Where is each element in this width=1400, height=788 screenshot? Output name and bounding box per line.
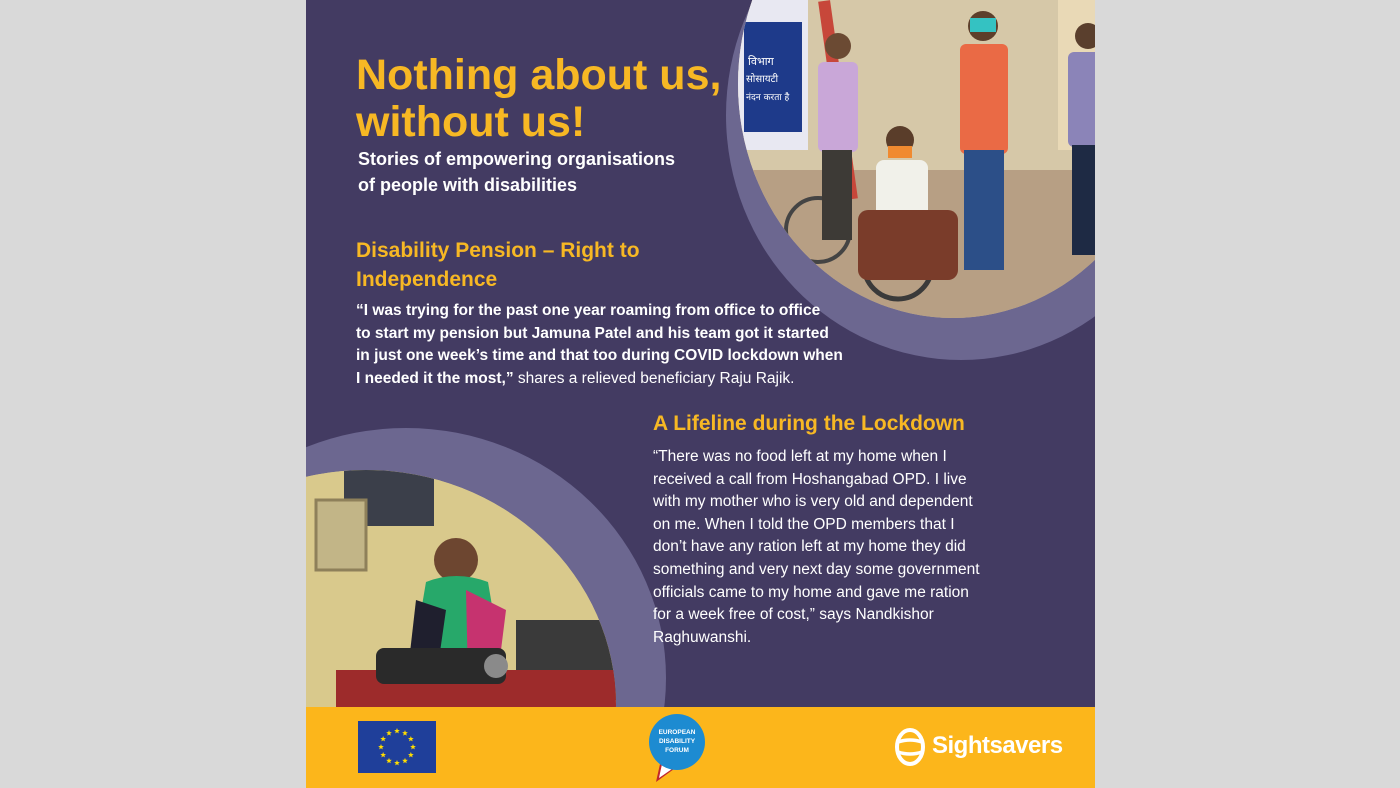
eu-stars (358, 721, 436, 773)
quote-attribution: shares a relieved beneficiary Raju Rajik. (513, 369, 795, 387)
eu-flag-icon (358, 721, 436, 773)
quote-line-3: in just one week’s time and that too during COVID lockdown when (356, 347, 843, 364)
title-line-2: without us! (356, 98, 586, 146)
section-pension-quote (356, 300, 916, 390)
lifeline-line-8: for a week free of cost,” says Nandkishor (653, 606, 934, 624)
title-line-1: Nothing about us, (356, 51, 722, 99)
page-title (356, 52, 756, 146)
eu-star (386, 758, 392, 763)
sign-text-1: विभाग (748, 55, 774, 68)
lifeline-line-2: received a call from Hoshangabad OPD. I live (653, 470, 967, 488)
eu-star (378, 744, 384, 749)
quote-line-4: I needed it the most,” (356, 369, 514, 387)
eu-star (408, 736, 414, 741)
edf-text-3: FORUM (665, 747, 689, 754)
subtitle-line-2: of people with disabilities (358, 175, 578, 195)
eu-star (386, 730, 392, 735)
sign-text-3: नंदन करता है (746, 93, 790, 103)
eu-star (402, 730, 408, 735)
section-lifeline-quote (653, 446, 1033, 649)
eu-star (410, 744, 416, 749)
lifeline-line-7: officials came to my home and gave me ration (653, 583, 969, 601)
section-pension-heading-line-2: Independence (356, 268, 498, 291)
section-lifeline-heading: A Lifeline during the Lockdown (653, 412, 965, 435)
quote-line-1: “I was trying for the past one year roaming from office to office (356, 302, 821, 319)
lifeline-line-4: on me. When I told the OPD members that I (653, 515, 955, 533)
page-subtitle (358, 146, 698, 198)
quote-line-2: to start my pension but Jamuna Patel and his team got it started (356, 324, 829, 342)
eu-star (408, 752, 414, 757)
section-pension-heading-line-1: Disability Pension – Right to (356, 239, 640, 262)
edf-logo-icon (646, 712, 708, 784)
lifeline-line-6: something and very next day some government (653, 560, 980, 578)
lifeline-line-5: don’t have any ration left at my home they did (653, 538, 966, 556)
subtitle-line-1: Stories of empowering organisations (358, 149, 676, 169)
lifeline-line-3: with my mother who is very old and dependent (653, 493, 973, 511)
eu-star (380, 736, 386, 741)
edf-text-2: DISABILITY (658, 738, 696, 745)
eu-star (380, 752, 386, 757)
sightsavers-name: Sightsavers (932, 732, 1063, 759)
sign-text-2: सोसायटी (746, 74, 779, 85)
sightsavers-symbol (894, 727, 928, 767)
eu-star (402, 758, 408, 763)
footer-bar (306, 707, 1095, 788)
sightsavers-logo-icon (894, 727, 1064, 767)
poster-card (306, 0, 1095, 788)
edf-text-1: EUROPEAN (658, 729, 696, 736)
eu-star (394, 760, 400, 765)
eu-star (394, 728, 400, 733)
lifeline-line-9: Raghuwanshi. (653, 628, 752, 646)
edf-logo-graphic (646, 712, 708, 784)
section-pension-heading (356, 236, 686, 294)
lifeline-line-1: “There was no food left at my home when I (653, 448, 947, 465)
